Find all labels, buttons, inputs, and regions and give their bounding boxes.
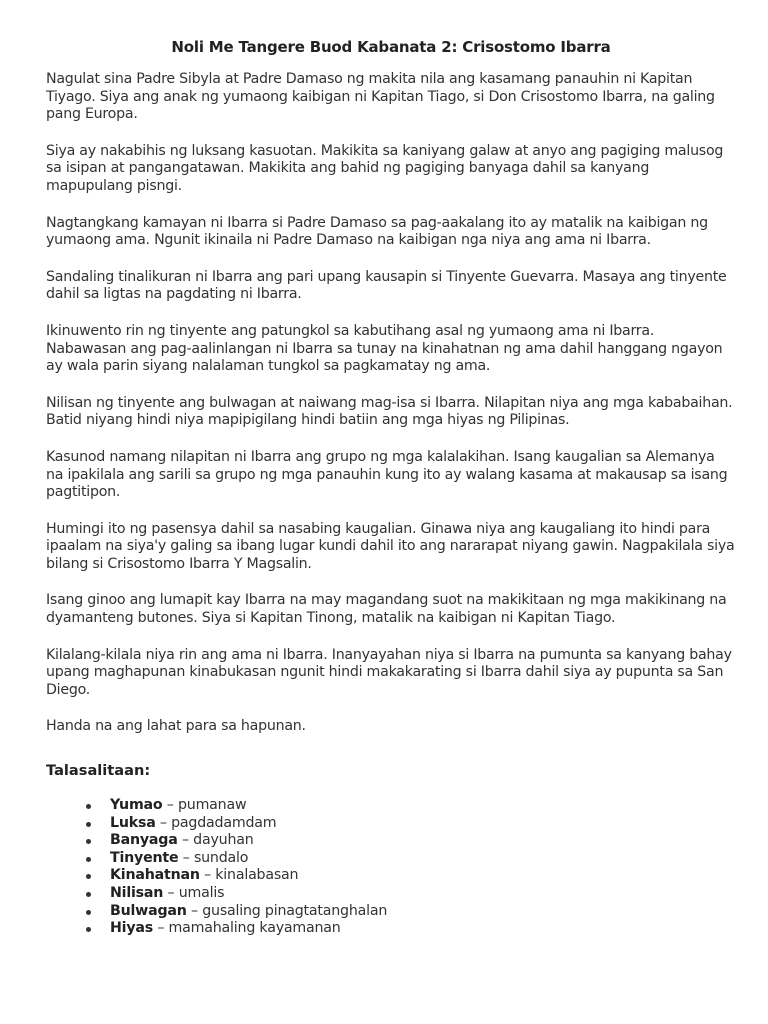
paragraph: Ikinuwento rin ng tinyente ang patungkol sa kabutihang asal ng yumaong ama ni Ibarra. Nabawasan ang pag-aalinlangan ni Ibarra sa tunay na kinahatnan ng ama dahil hanggang ngayon ay wala parin siyang nalalaman tungkol sa pagkamatay ng ama. (46, 322, 723, 375)
vocabulary-definition: kinalabasan (215, 867, 299, 884)
paragraph: Humingi ito ng pasensya dahil sa nasabing kaugalian. Ginawa niya ang kaugaliang ito hindi para ipaalam na siya'y galing sa ibang lugar kundi dahil ito ang nararapat niyang gawin. Nagpakilala siya bilang si Crisostomo Ibarra Y Magsalin. (46, 520, 735, 572)
vocabulary-separator: – (186, 902, 203, 919)
vocabulary-item (86, 903, 736, 921)
vocabulary-separator: – (153, 920, 169, 937)
paragraph: Siya ay nakabihis ng luksang kasuotan. Makikita sa kaniyang galaw at anyo ang pagiging malusog sa isipan at pangangatawan. Makikita ang bahid ng pagiging banyaga dahil sa kanyang mapupulang pisngi. (46, 142, 724, 194)
document-title: Noli Me Tangere Buod Kabanata 2: Crisostomo Ibarra (171, 38, 611, 56)
vocabulary-definition: pagdadamdam (171, 814, 277, 831)
paragraph: Kilalang-kilala niya rin ang ama ni Ibarra. Inanyayahan niya si Ibarra na pumunta sa kanyang bahay upang maghapunan kinabukasan ngunit hindi makakarating si Ibarra dahil siya ay pupunta sa San Diego. (46, 646, 732, 698)
paragraph: Nagtangkang kamayan ni Ibarra si Padre Damaso sa pag-aakalang ito ay matalik na kaibigan ng yumaong ama. Ngunit ikinaila ni Padre Damaso na kaibigan nga niya ang ama ni Ibarra. (46, 214, 708, 249)
vocabulary-item (86, 832, 736, 850)
vocabulary-definition: pumanaw (177, 797, 247, 814)
paragraph: Sandaling tinalikuran ni Ibarra ang pari upang kausapin si Tinyente Guevarra. Masaya ang tinyente dahil sa ligtas na pagdating ni Ibarra. (46, 268, 727, 303)
vocabulary-definition: mamahaling kayamanan (168, 920, 341, 937)
paragraph: Nilisan ng tinyente ang bulwagan at naiwang mag-isa si Ibarra. Nilapitan niya ang mga kababaihan. Batid niyang hindi niya mapipigilang hindi batiin ang mga hiyas ng Pilipinas. (46, 394, 733, 429)
vocabulary-term: Hiyas (110, 920, 154, 937)
vocabulary-term: Kinahatnan (110, 867, 200, 884)
vocabulary-item (86, 797, 736, 815)
vocabulary-item (86, 885, 736, 903)
vocabulary-term: Banyaga (110, 832, 178, 849)
document-body (46, 71, 736, 736)
bullet-icon (86, 910, 91, 915)
vocabulary-separator: – (162, 797, 178, 814)
bullet-icon (86, 804, 91, 809)
bullet-icon (86, 892, 91, 897)
vocabulary-heading: Talasalitaan: (46, 762, 151, 780)
vocabulary-term: Luksa (110, 814, 156, 831)
vocabulary-separator: – (177, 832, 194, 849)
paragraph: Nagulat sina Padre Sibyla at Padre Damaso ng makita nila ang kasamang panauhin ni Kapitan Tiyago. Siya ang anak ng yumaong kaibigan ni Kapitan Tiago, si Don Crisostomo Ibarra, na galing pang Europa. (46, 71, 715, 123)
paragraph: Handa na ang lahat para sa hapunan. (46, 718, 306, 735)
vocabulary-item (86, 920, 736, 938)
vocabulary-definition: sundalo (193, 849, 249, 866)
vocabulary-definition: umalis (178, 885, 225, 901)
vocabulary-separator: – (199, 867, 216, 884)
vocabulary-term: Yumao (110, 797, 163, 814)
bullet-icon (86, 822, 91, 827)
bullet-icon (86, 839, 91, 844)
vocabulary-definition: gusaling pinagtatanghalan (202, 902, 388, 919)
paragraph: Kasunod namang nilapitan ni Ibarra ang grupo ng mga kalalakihan. Isang kaugalian sa Alemanya na ipakilala ang sarili sa grupo ng mga panauhin kung ito ay walang kasama at makausap sa isang pagtitipon. (46, 448, 728, 501)
vocabulary-term: Bulwagan (110, 902, 187, 919)
vocabulary-list (46, 797, 736, 938)
vocabulary-term: Nilisan (110, 885, 164, 901)
vocabulary-definition: dayuhan (193, 832, 254, 849)
vocabulary-separator: – (155, 814, 172, 831)
vocabulary-item (86, 815, 736, 833)
vocabulary-item (86, 850, 736, 868)
document-page (46, 38, 736, 938)
vocabulary-term: Tinyente (110, 849, 179, 866)
vocabulary-separator: – (163, 885, 179, 901)
bullet-icon (86, 874, 91, 879)
bullet-icon (86, 927, 91, 932)
vocabulary-item (86, 867, 736, 885)
bullet-icon (86, 857, 91, 862)
paragraph: Isang ginoo ang lumapit kay Ibarra na may magandang suot na makikitaan ng mga makikinang na dyamanteng butones. Siya si Kapitan Tinong, matalik na kaibigan ni Kapitan Tiago. (46, 592, 727, 627)
vocabulary-separator: – (178, 849, 194, 866)
